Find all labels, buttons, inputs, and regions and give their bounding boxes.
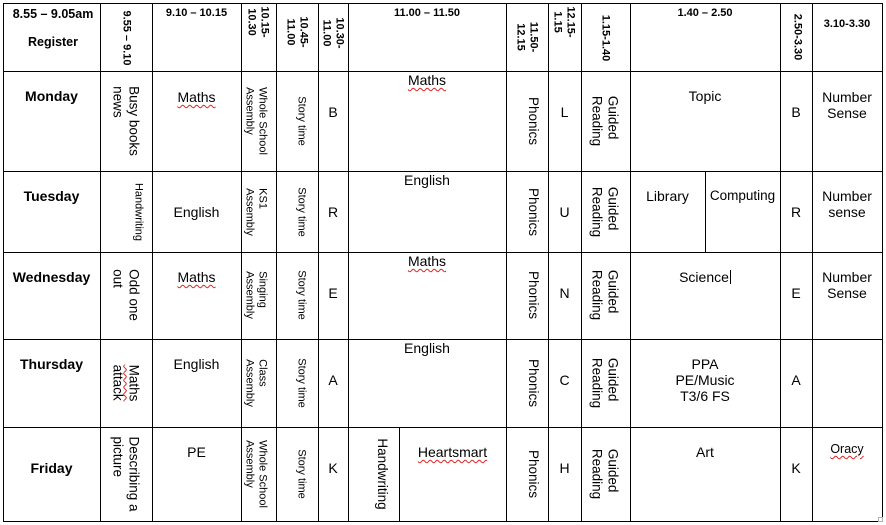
monday-col-9: Guided Reading bbox=[590, 95, 621, 147]
friday-col-6-handwriting: Handwriting bbox=[374, 438, 390, 510]
tuesday-col-8: U bbox=[559, 204, 570, 220]
thursday-col-1-maths: Maths bbox=[126, 364, 142, 402]
friday-col-3: Whole School Assembly bbox=[244, 440, 269, 508]
thursday-col-10: PPA PE/Music T3/6 FS bbox=[675, 356, 735, 405]
tuesday-col-2: English bbox=[173, 204, 220, 220]
thursday-col-2: English bbox=[173, 356, 220, 372]
tuesday-col-6: English bbox=[404, 172, 450, 188]
tuesday-col-10-computing: Computing bbox=[709, 188, 776, 203]
wednesday-col-7: Phonics bbox=[525, 270, 541, 320]
friday-col-12: Oracy bbox=[830, 442, 864, 456]
thursday-col-8: C bbox=[559, 372, 570, 388]
friday-col-7: Phonics bbox=[525, 449, 541, 499]
monday-col-3: Whole School Assembly bbox=[244, 87, 269, 155]
day-tuesday: Tuesday bbox=[23, 188, 80, 204]
header-col-8: 12.15- 1.15 bbox=[552, 6, 577, 38]
wednesday-col-10 bbox=[630, 269, 780, 285]
monday-col-11: B bbox=[791, 104, 801, 120]
thursday-col-9: Guided Reading bbox=[590, 357, 621, 409]
thursday-col-11: A bbox=[791, 372, 801, 388]
tuesday-col-5: R bbox=[327, 204, 339, 220]
friday-col-6-heartsmart: Heartsmart bbox=[417, 444, 488, 460]
wednesday-col-2: Maths bbox=[177, 269, 216, 285]
text-cursor bbox=[730, 270, 731, 284]
day-wednesday: Wednesday bbox=[12, 269, 91, 285]
monday-col-4: Story time bbox=[295, 96, 308, 146]
header-col-2: 9.10 – 10.15 bbox=[165, 7, 228, 19]
grid-line bbox=[548, 3, 549, 522]
wednesday-col-9: Guided Reading bbox=[590, 269, 621, 321]
friday-col-11: K bbox=[791, 460, 801, 476]
header-col-4: 10.45- 11.00 bbox=[285, 16, 310, 48]
monday-col-7: Phonics bbox=[525, 96, 541, 146]
header-col-3: 10.15- 10.30 bbox=[246, 6, 271, 38]
header-col-7: 11.50- 12.15 bbox=[515, 21, 540, 53]
day-friday: Friday bbox=[30, 460, 73, 476]
monday-col-10: Topic bbox=[688, 88, 722, 104]
wednesday-col-8: N bbox=[559, 285, 570, 301]
wednesday-col-3: Singing Assembly bbox=[244, 271, 269, 319]
tuesday-col-10-library: Library bbox=[646, 188, 689, 204]
wednesday-col-4: Story time bbox=[295, 270, 308, 320]
wednesday-col-1: Odd one out bbox=[111, 269, 142, 321]
thursday-col-7: Phonics bbox=[525, 358, 541, 408]
friday-col-4: Story time bbox=[295, 449, 308, 499]
header-col-5: 10.30- 11.00 bbox=[321, 17, 346, 49]
monday-col-12: Number Sense bbox=[822, 89, 872, 122]
friday-col-5: K bbox=[328, 460, 338, 476]
grid-line bbox=[506, 3, 507, 522]
grid-line bbox=[3, 3, 4, 522]
grid-line bbox=[276, 3, 277, 522]
grid-line bbox=[3, 427, 882, 428]
grid-line bbox=[780, 3, 781, 522]
monday-col-2: Maths bbox=[177, 89, 216, 105]
friday-col-8: H bbox=[559, 460, 570, 476]
grid-line bbox=[705, 171, 706, 253]
header-col-1: 9.55 – 9.10 bbox=[120, 10, 133, 66]
resize-handle[interactable] bbox=[878, 517, 883, 522]
tuesday-col-11: R bbox=[790, 204, 802, 220]
tuesday-col-12: Number sense bbox=[822, 188, 872, 221]
monday-col-5: B bbox=[328, 104, 338, 120]
header-col-10: 1.40 – 2.50 bbox=[677, 7, 733, 19]
friday-col-2: PE bbox=[187, 444, 206, 460]
grid-line bbox=[399, 427, 400, 522]
monday-col-8: L bbox=[560, 104, 569, 120]
header-register-time: 8.55 – 9.05am bbox=[12, 7, 94, 21]
friday-col-10: Art bbox=[696, 444, 714, 460]
monday-col-6: Maths bbox=[407, 72, 447, 88]
day-thursday: Thursday bbox=[19, 356, 83, 372]
header-col-11: 2.50-3.30 bbox=[791, 13, 804, 61]
thursday-col-3: Class Assembly bbox=[244, 359, 269, 407]
header-col-12: 3.10-3.30 bbox=[823, 18, 871, 30]
thursday-col-5: A bbox=[328, 372, 338, 388]
tuesday-col-4: Story time bbox=[295, 187, 308, 237]
grid-line bbox=[581, 3, 582, 522]
wednesday-col-6: Maths bbox=[407, 253, 447, 269]
grid-line bbox=[3, 3, 882, 4]
monday-col-1: Busy books news bbox=[111, 86, 142, 156]
friday-col-9: Guided Reading bbox=[590, 448, 621, 500]
day-monday: Monday bbox=[25, 88, 78, 104]
grid-line bbox=[318, 3, 319, 522]
thursday-col-1 bbox=[110, 365, 141, 402]
wednesday-col-5: E bbox=[328, 285, 338, 301]
wednesday-col-11: E bbox=[791, 285, 801, 301]
wednesday-col-10-text: Science bbox=[679, 269, 729, 285]
grid-line bbox=[100, 3, 101, 522]
thursday-col-1-attack: attack bbox=[111, 364, 126, 401]
grid-line bbox=[3, 521, 882, 522]
header-col-6: 11.00 – 11.50 bbox=[393, 7, 461, 19]
header-register-label: Register bbox=[27, 35, 79, 49]
tuesday-col-1: Handwriting bbox=[132, 182, 145, 242]
grid-line bbox=[882, 3, 883, 522]
tuesday-col-3: KS1 Assembly bbox=[244, 188, 269, 236]
friday-col-1: Describing a picture bbox=[111, 436, 142, 512]
header-col-9: 1.15-1.40 bbox=[599, 14, 612, 62]
tuesday-col-7: Phonics bbox=[525, 187, 541, 237]
thursday-col-4: Story time bbox=[295, 358, 308, 408]
thursday-col-6: English bbox=[404, 340, 450, 356]
wednesday-col-12: Number Sense bbox=[822, 269, 872, 302]
grid-line bbox=[241, 3, 242, 522]
tuesday-col-9: Guided Reading bbox=[590, 186, 621, 238]
